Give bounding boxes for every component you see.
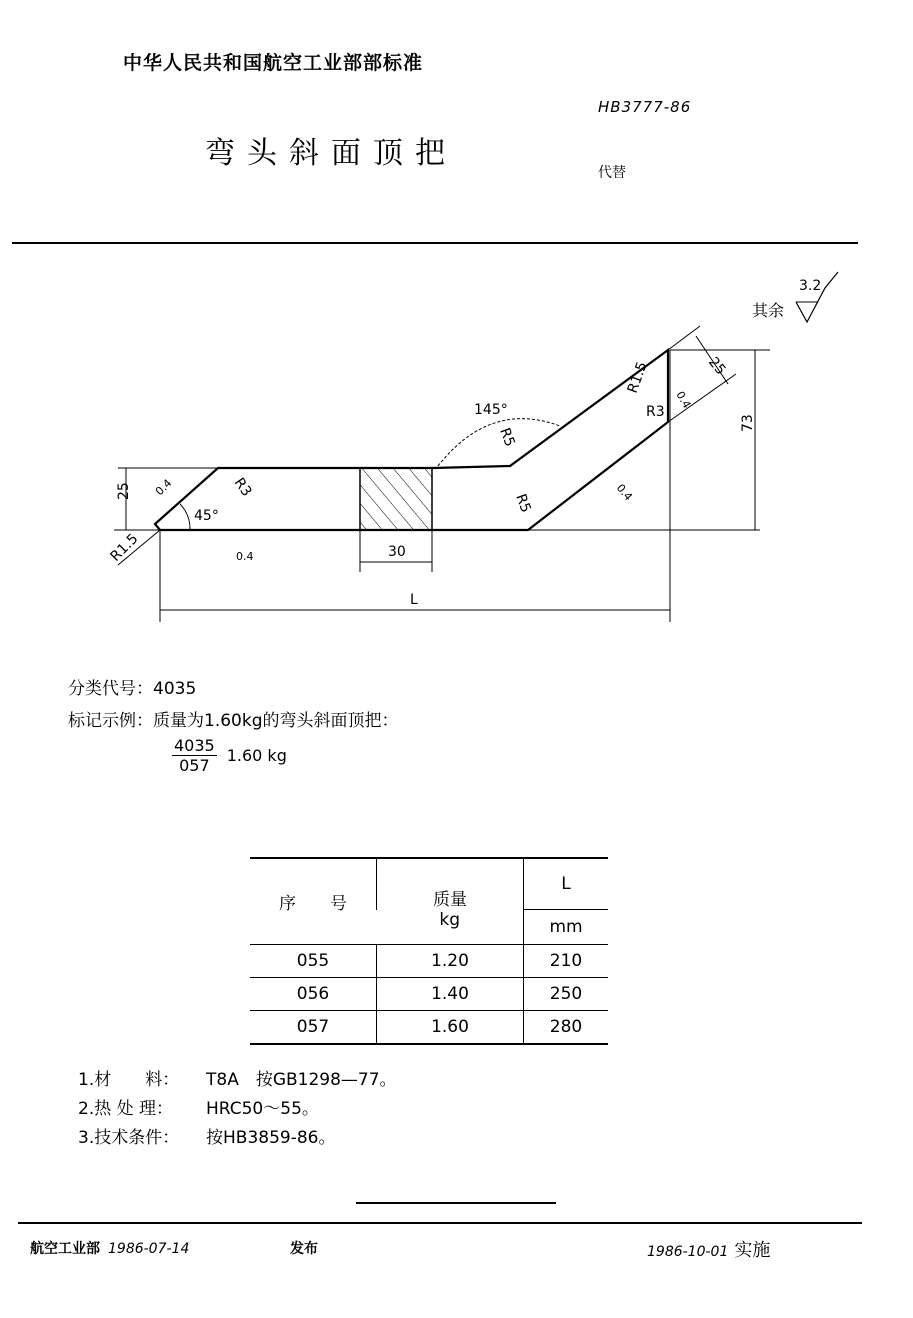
fraction-numerator: 4035 <box>174 736 215 755</box>
note-technical-conditions: 3.技术条件： 按HB3859-86。 <box>78 1128 336 1148</box>
fraction-suffix: 1.60 kg <box>226 746 287 765</box>
header-serial: 序 号 <box>250 858 377 945</box>
page-title: 弯头斜面顶把 <box>205 136 457 171</box>
fraction-denominator: 057 <box>179 756 210 775</box>
cell-mass: 1.40 <box>377 978 524 1011</box>
svg-text:R3: R3 <box>646 404 665 420</box>
header-divider <box>12 242 858 244</box>
cell-serial: 057 <box>250 1011 377 1045</box>
issuer-name: 航空工业部 <box>30 1241 100 1257</box>
organization-title: 中华人民共和国航空工业部部标准 <box>123 52 424 74</box>
svg-text:0.4: 0.4 <box>236 550 254 563</box>
classification-label: 分类代号： <box>68 679 153 699</box>
svg-text:R1.5: R1.5 <box>624 359 651 396</box>
cell-mass: 1.60 <box>377 1011 524 1045</box>
specification-table <box>250 857 608 1045</box>
standard-number: HB3777-86 <box>598 98 692 116</box>
cell-mass: 1.20 <box>377 945 524 978</box>
replaces-label: 代替 <box>598 165 626 181</box>
svg-text:0.4: 0.4 <box>673 389 694 411</box>
header-mass: 质量 <box>377 858 524 910</box>
note-heat-treatment: 2.热 处 理： HRC50～55。 <box>78 1099 319 1119</box>
issue-label: 发布 <box>290 1241 318 1257</box>
svg-text:L: L <box>410 592 418 608</box>
table-row <box>250 1011 608 1045</box>
footer-effective <box>647 1236 770 1262</box>
cell-length: 250 <box>524 978 609 1011</box>
svg-text:R3: R3 <box>230 475 255 500</box>
roughness-value: 3.2 <box>799 278 822 294</box>
technical-notes <box>78 1066 397 1153</box>
end-divider <box>356 1202 556 1204</box>
effective-label: 实施 <box>734 1240 771 1261</box>
marking-label: 标记示例： <box>68 711 153 731</box>
svg-text:R5: R5 <box>496 425 518 449</box>
svg-text:25: 25 <box>116 482 132 500</box>
note-material: 1.材 料： T8A 按GB1298—77。 <box>78 1070 397 1090</box>
cell-length: 210 <box>524 945 609 978</box>
svg-text:R1.5: R1.5 <box>107 530 142 565</box>
technical-drawing <box>0 250 913 640</box>
svg-text:0.4: 0.4 <box>152 476 175 499</box>
surface-roughness-symbol <box>752 272 838 322</box>
issue-date: 1986-07-14 <box>108 1241 190 1257</box>
section-hatch <box>360 468 432 530</box>
header-length: L <box>524 858 609 910</box>
cell-serial: 056 <box>250 978 377 1011</box>
footer-issuer <box>30 1238 197 1258</box>
table-row <box>250 945 608 978</box>
effective-date: 1986-10-01 <box>647 1244 729 1260</box>
svg-text:73: 73 <box>740 414 756 432</box>
svg-text:0.4: 0.4 <box>613 481 635 504</box>
roughness-label: 其余 <box>752 301 785 320</box>
classification-code <box>68 674 196 699</box>
svg-text:R5: R5 <box>512 491 534 515</box>
header-mass-unit: kg <box>439 909 461 930</box>
classification-value: 4035 <box>153 679 197 699</box>
svg-text:25: 25 <box>704 354 729 379</box>
marking-fraction <box>172 736 287 775</box>
header-length-unit: mm <box>524 910 609 945</box>
footer-divider <box>18 1222 862 1224</box>
cell-serial: 055 <box>250 945 377 978</box>
svg-text:145°: 145° <box>474 402 508 418</box>
svg-text:45°: 45° <box>194 508 219 524</box>
cell-length: 280 <box>524 1011 609 1045</box>
marking-text: 质量为1.60kg的弯头斜面顶把： <box>153 711 399 731</box>
marking-example <box>68 706 399 731</box>
table-row <box>250 978 608 1011</box>
svg-text:30: 30 <box>388 544 406 560</box>
